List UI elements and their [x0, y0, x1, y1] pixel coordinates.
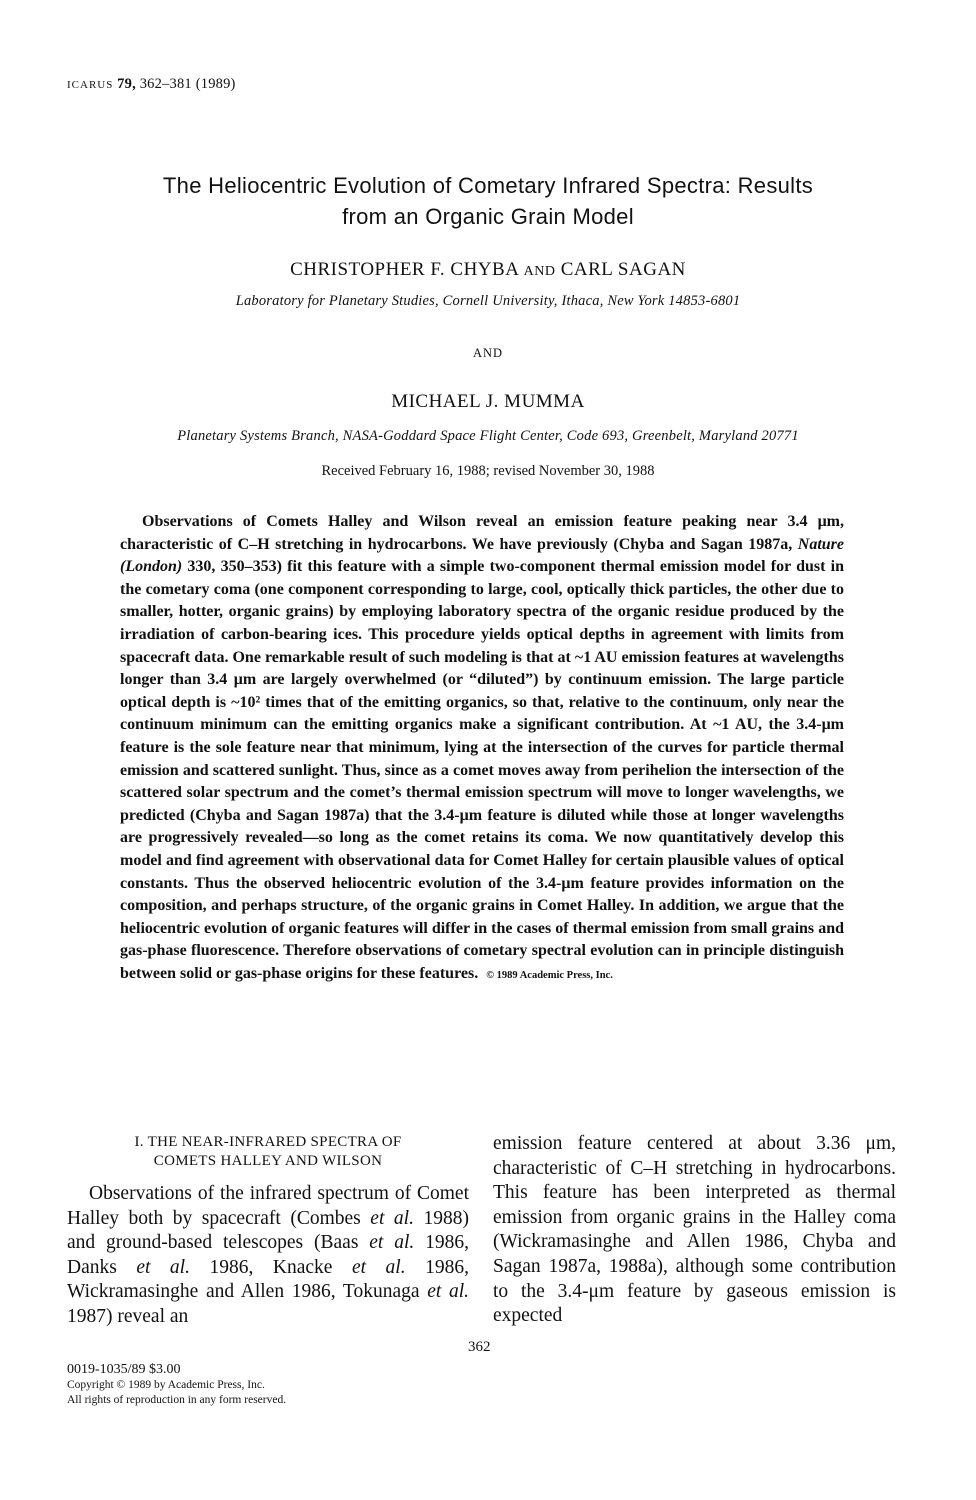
- journal-citation: [67, 76, 236, 93]
- footer: [67, 1362, 286, 1409]
- left-text-4: 1986, Knacke: [189, 1256, 352, 1278]
- left-column-text: [67, 1182, 469, 1330]
- left-text-3: 1986, Danks: [67, 1232, 470, 1278]
- abstract-copyright: © 1989 Academic Press, Inc.: [486, 969, 613, 981]
- abstract-journal-name: Nature (London): [120, 535, 844, 576]
- section-heading-line-1: I. THE NEAR-INFRARED SPECTRA OF: [134, 1134, 402, 1150]
- journal-name: ICARUS: [67, 79, 114, 91]
- left-etal-3: et al.: [136, 1256, 190, 1278]
- left-text-6: 1987) reveal an: [67, 1305, 189, 1327]
- author-mumma: MICHAEL J. MUMMA: [391, 391, 585, 412]
- affiliation-nasa: Planetary Systems Branch, NASA-Goddard Space Flight Center, Code 693, Greenbelt, Maryland 20771: [177, 428, 799, 444]
- abstract-text-1: Observations of Comets Halley and Wilson reveal an emission feature peaking near 3.4 μm, characteristic of C–H stretching in hydrocarbons. We have previously (Chyba and Sagan 1987a,: [120, 513, 844, 553]
- left-text-1: Observations of the infrared spectrum of Comet Halley both by spacecraft (Combes: [67, 1183, 469, 1229]
- footer-rights: All rights of reproduction in any form reserved.: [67, 1394, 287, 1406]
- paper-title-line-1: The Heliocentric Evolution of Cometary Infrared Spectra: Results: [162, 173, 814, 198]
- page-number: 362: [468, 1339, 491, 1355]
- journal-pages-year: 362–381 (1989): [139, 76, 236, 92]
- left-text-2: 1988) and ground-based telescopes (Baas: [67, 1207, 470, 1254]
- left-etal-1: et al.: [370, 1207, 414, 1229]
- section-heading-line-2: COMETS HALLEY AND WILSON: [153, 1153, 383, 1169]
- author-conjunction: AND: [523, 264, 556, 279]
- abstract: [120, 511, 844, 987]
- author-sagan: CARL SAGAN: [560, 259, 686, 280]
- paper-title-line-2: from an Organic Grain Model: [342, 204, 634, 229]
- received-dates: Received February 16, 1988; revised November 30, 1988: [321, 463, 655, 479]
- paper-title: [60, 170, 916, 232]
- left-etal-4: et al.: [351, 1256, 406, 1278]
- abstract-text-2: 330, 350–353) fit this feature with a simple two-component thermal emission model for dust in the cometary coma (one component corresponding to large, cool, optically thick particles, the other due to smaller, hotter, organic grains) by employing laboratory spectra of the organic residue produced by the irradiation of carbon-bearing ices. This procedure yields optical depths in agreement with limits from spacecraft data. One remarkable result of such modeling is that at ~1 AU emission features at wavelengths longer than 3.4 μm are largely overwhelmed (or “diluted”) by continuum emission. The large particle optical depth is ~10² times that of the emitting organics, so that, relative to the continuum, only near the continuum minimum can the emitting organics make a significant contribution. At ~1 AU, the 3.4-μm feature is the sole feature near that minimum, lying at the intersection of the curves for particle thermal emission and scattered sunlight. Thus, since as a comet moves away from perihelion the intersection of the scattered solar spectrum and the comet’s thermal emission spectrum will move to longer wavelengths, we predicted (Chyba and Sagan 1987a) that the 3.4-μm feature is diluted while those at longer wavelengths are progressively revealed—so long as the comet retains its coma. We now quantitatively develop this model and find agreement with observational data for Comet Halley for certain plausible values of optical constants. Thus the observed heliocentric evolution of the 3.4-μm feature provides information on the composition, and perhaps structure, of the organic grains in Comet Halley. In addition, we argue that the heliocentric evolution of organic features will differ in the cases of thermal emission from small grains and gas-phase fluorescence. Therefore observations of cometary spectral evolution can in principle distinguish between solid or gas-phase origins for these features.: [120, 558, 844, 982]
- section-heading: [67, 1133, 469, 1171]
- footer-price: 0019-1035/89 $3.00: [67, 1362, 181, 1377]
- and-separator: AND: [472, 346, 504, 360]
- affiliation-cornell: Laboratory for Planetary Studies, Cornell University, Ithaca, New York 14853-6801: [235, 293, 741, 309]
- footer-copyright: Copyright © 1989 by Academic Press, Inc.: [67, 1378, 265, 1391]
- right-column-text: emission feature centered at about 3.36 μm, characteristic of C–H stretching in hydrocarbons. This feature has been interpreted as thermal emission from organic grains in the Halley coma (Wickramasinghe and Allen 1986, Chyba and Sagan 1987a, 1988a), although some contribution to the 3.4-μm feature by gaseous emission is expected: [493, 1133, 896, 1327]
- left-text-5: 1986, Wickramasinghe and Allen 1986, Tokunaga: [67, 1256, 469, 1303]
- journal-volume: 79,: [117, 76, 136, 92]
- left-etal-5: et al.: [427, 1281, 469, 1303]
- left-etal-2: et al.: [369, 1232, 415, 1254]
- author-line-1: [60, 259, 916, 281]
- author-chyba: CHRISTOPHER F. CHYBA: [290, 259, 519, 280]
